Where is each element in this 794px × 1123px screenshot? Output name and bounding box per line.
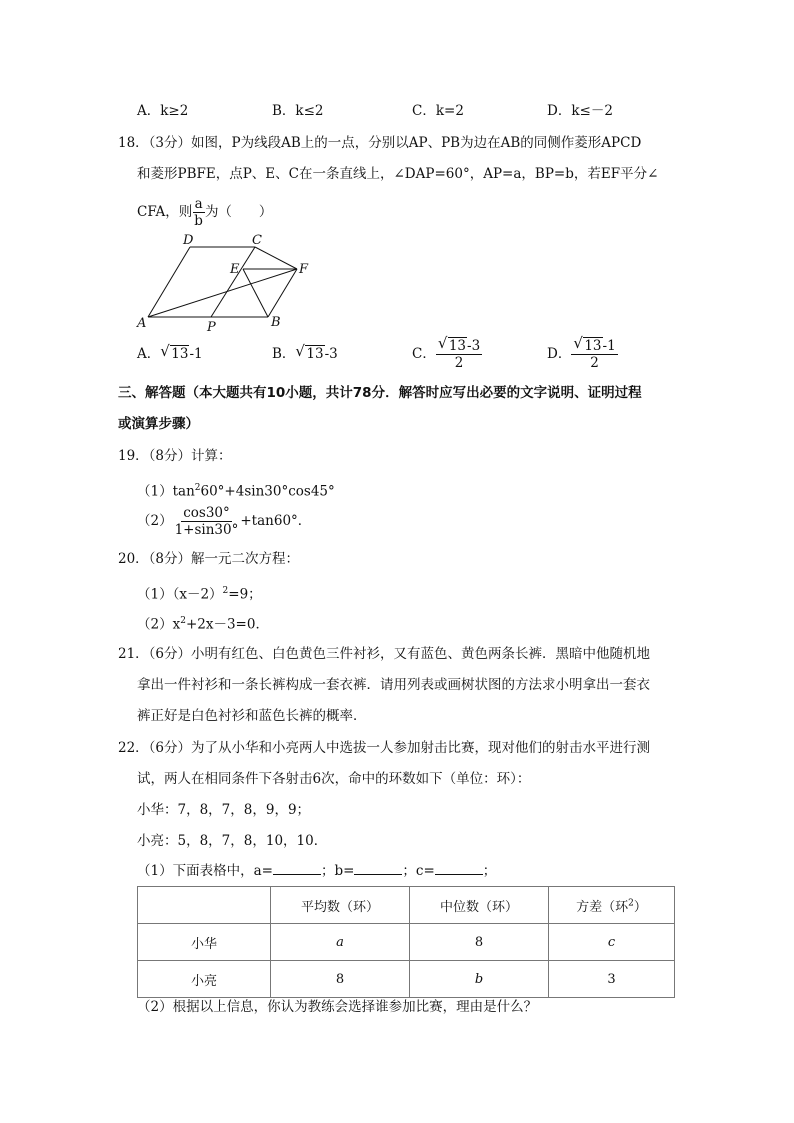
q18-option-b (272, 343, 338, 365)
q20-p1-sup: 2 (222, 586, 229, 596)
section3-heading-line-2: 或演算步骤） (118, 416, 199, 432)
q18-option-d-frac: √ 13-1 2 (573, 334, 616, 371)
q19-p1-b: 60°+4sin30°cos45° (200, 483, 335, 500)
table-cell: 小华 (138, 924, 271, 961)
q18-option-c-rest: -3 (467, 338, 481, 354)
q20-part-1 (137, 580, 262, 606)
q18-option-a-sqrt: √ 13 (160, 342, 189, 362)
q19-part-2 (137, 505, 311, 538)
q18-option-c (412, 334, 482, 371)
q22-part-1 (137, 860, 496, 882)
q19-p2-num: cos30° (183, 505, 230, 521)
label-a: A (137, 316, 147, 331)
q18-figure-lines (148, 247, 297, 317)
q18-frac-num: a (194, 196, 203, 212)
q19-p2-b: +tan60°． (240, 513, 312, 529)
q19-title: 19．（8分）计算： (118, 448, 232, 464)
q19-p2-a: （2） (137, 513, 173, 529)
q22-p1-c: ；c= (402, 863, 435, 879)
q22-p1-a: （1）下面表格中，a= (137, 863, 273, 879)
q20-p2-b: +2x－3=0． (185, 616, 269, 633)
q18-option-b-rest: -3 (324, 346, 338, 362)
label-b: B (271, 315, 281, 330)
table-header-cell: 中位数（环） (410, 887, 549, 924)
table-cell: b (410, 961, 549, 998)
table-cell: 8 (410, 924, 549, 961)
q20-p2-a: （2）x (137, 616, 181, 633)
label-d: D (183, 233, 194, 248)
q18-option-d-label: D． (547, 346, 572, 362)
label-p: P (207, 320, 216, 335)
table-header-cell-variance (549, 887, 675, 924)
q20-p1-a: （1）（x－2） (137, 586, 223, 603)
table-row (138, 961, 675, 998)
q22-p1-d: ； (482, 863, 497, 879)
q18-figure (0, 225, 794, 345)
q20-title: 20．（8分）解一元二次方程： (118, 551, 300, 567)
q22-part-2: （2）根据以上信息，你认为教练会选择谁参加比赛，理由是什么？ (137, 999, 538, 1015)
table-cell: 8 (271, 961, 410, 998)
q18-option-d-den: 2 (590, 355, 599, 371)
header-variance-tail: ） (633, 899, 647, 915)
table-cell: 小亮 (138, 961, 271, 998)
q18-option-b-sqrt: √ 13 (295, 342, 324, 362)
table-row (138, 924, 675, 961)
q19-part-1 (137, 477, 335, 503)
q18-option-b-label: B． (272, 346, 296, 362)
q22-line-4: 小亮：5，8，7，8，10，10． (137, 833, 328, 849)
q19-p1-a: （1）tan (137, 483, 195, 500)
q18-option-b-radicand: 13 (306, 346, 324, 362)
header-variance-sup: 2 (628, 898, 634, 909)
q22-line-3: 小华：7，8，7，8，9，9； (137, 802, 311, 818)
header-variance-text: 方差（环 (576, 899, 629, 915)
label-f: F (299, 262, 309, 277)
q21-line-1: 21．（6分）小明有红色、白色黄色三件衬衫，又有蓝色、黄色两条长裤．黑暗中他随机地 (118, 646, 651, 662)
q18-line-1: 18．（3分）如图，P为线段AB上的一点，分别以AP、PB为边在AB的同侧作菱形APCD (118, 135, 642, 151)
q18-line-2: 和菱形PBFE，点P、E、C在一条直线上，∠DAP=60°，AP=a，BP=b，若EF平分∠ (137, 166, 659, 182)
label-e: E (230, 262, 240, 277)
q17-option-d: D．k≤－2 (547, 103, 613, 119)
q19-p1-sup: 2 (194, 483, 201, 493)
q18-option-a-rest: -1 (189, 346, 203, 362)
blank-c[interactable] (435, 860, 483, 875)
blank-a[interactable] (273, 860, 321, 875)
section3-heading-line-1: 三、解答题（本大题共有10小题，共计78分．解答时应写出必要的文字说明、证明过程 (118, 385, 642, 401)
q18-frac-den: b (194, 213, 203, 229)
q17-option-a: A．k≥2 (137, 103, 189, 119)
blank-b[interactable] (354, 860, 402, 875)
q18-option-c-den: 2 (454, 355, 464, 371)
q17-option-b: B．k≤2 (272, 103, 324, 119)
q22-line-2: 试，两人在相同条件下各射击6次，命中的环数如下（单位：环）： (137, 771, 531, 787)
q22-p1-b: ；b= (320, 863, 355, 879)
q18-option-c-frac: √ 13-3 2 (437, 334, 481, 371)
label-c: C (252, 233, 262, 248)
q21-line-3: 裤正好是白色衬衫和蓝色长裤的概率． (137, 708, 367, 724)
q20-p1-b: =9； (228, 586, 262, 603)
table-header-cell (138, 887, 271, 924)
table-cell: 3 (549, 961, 675, 998)
q19-p2-den: 1+sin30° (174, 522, 239, 538)
table-cell: c (549, 924, 675, 961)
q18-option-a (137, 343, 203, 365)
q22-line-1: 22．（6分）为了从小华和小亮两人中选拔一人参加射击比赛，现对他们的射击水平进行测 (118, 740, 651, 756)
q20-part-2 (137, 610, 269, 636)
q18-line-3-pre: CFA，则 (137, 204, 193, 220)
q18-option-c-radicand: 13 (448, 338, 467, 354)
q17-option-c: C．k=2 (412, 103, 464, 119)
table-header-row (138, 887, 675, 924)
q22-table (137, 886, 675, 998)
q19-p2-frac (173, 505, 241, 538)
q21-line-2: 拿出一件衬衫和一条长裤构成一套衣裤．请用列表或画树状图的方法求小明拿出一套衣 (137, 677, 650, 693)
q18-option-a-label: A． (137, 346, 161, 362)
q18-line-3-post: 为（ ） (204, 204, 273, 220)
table-header-cell: 平均数（环） (271, 887, 410, 924)
q18-option-c-label: C． (412, 346, 436, 362)
q18-option-d-radicand: 13 (584, 338, 602, 354)
table-cell: a (271, 924, 410, 961)
q18-option-d (547, 334, 618, 371)
q18-option-d-rest: -1 (602, 338, 616, 354)
q20-p2-sup: 2 (180, 616, 186, 626)
q18-option-a-radicand: 13 (171, 346, 189, 362)
